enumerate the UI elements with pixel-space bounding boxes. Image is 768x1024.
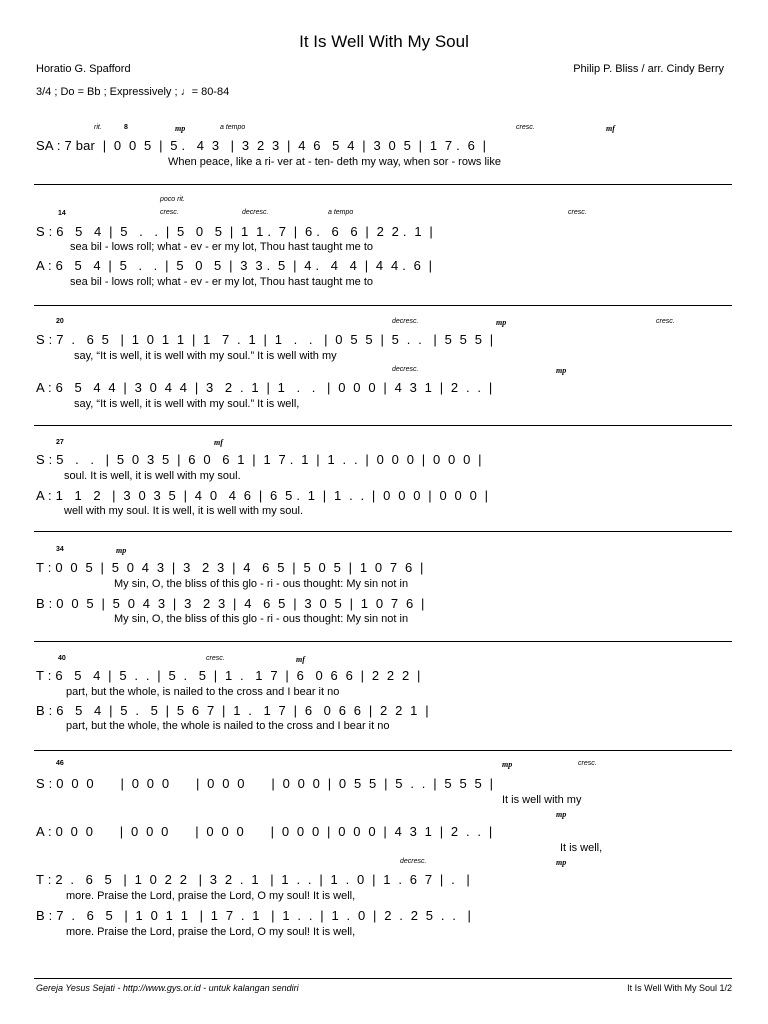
- divider: [34, 184, 732, 185]
- footer-page: It Is Well With My Soul 1/2: [627, 983, 732, 993]
- marking-decresc: decresc.: [400, 858, 427, 865]
- song-title: It Is Well With My Soul: [299, 32, 469, 51]
- divider: [34, 641, 732, 642]
- divider: [34, 531, 732, 532]
- lyrics-line: say, “It is well, it is well with my soul.” It is well with my: [74, 350, 337, 362]
- lyrics-line: It is well with my: [502, 794, 582, 806]
- notes-line: A : 1 1 2 | 3 0 3 5 | 4 0 4 6 | 6 5 . 1 | 1 . . | 0 0 0 | 0 0 0 |: [36, 488, 489, 503]
- lyrics-line: sea bil - lows roll; what - ev - er my lot, Thou hast taught me to: [70, 241, 374, 253]
- measure-number: 14: [58, 210, 66, 217]
- marking-decresc: decresc.: [392, 318, 419, 325]
- notes-line: S : 5 . . | 5 0 3 5 | 6 0 6 1 | 1 7 . 1 | 1 . . | 0 0 0 | 0 0 0 |: [36, 452, 482, 467]
- footer-source: Gereja Yesus Sejati - http://www.gys.or.id - untuk kalangan sendiri: [36, 983, 299, 993]
- marking-cresc: cresc.: [568, 209, 587, 216]
- marking-dynamic: mp: [556, 858, 567, 867]
- lyrics-line: part, but the whole, the whole is nailed to the cross and I bear it no: [66, 720, 390, 732]
- marking-dynamic: mf: [296, 655, 305, 664]
- marking-dynamic: mp: [556, 366, 567, 375]
- lyrics-line: more. Praise the Lord, praise the Lord, O my soul! It is well,: [66, 890, 356, 902]
- lyrics-line: part, but the whole, is nailed to the cross and I bear it no: [66, 686, 340, 698]
- marking-dynamic: mp: [175, 124, 186, 133]
- marking-a-tempo: a tempo: [328, 209, 354, 216]
- lyrics-line: It is well,: [560, 842, 603, 854]
- divider: [34, 750, 732, 751]
- lyrics-line: well with my soul. It is well, it is well with my soul.: [64, 505, 303, 517]
- measure-number: 40: [58, 655, 66, 662]
- marking-a-tempo: a tempo: [220, 124, 246, 131]
- notes-line: B : 0 0 5 | 5 0 4 3 | 3 2 3 | 4 6 5 | 3 0 5 | 1 0 7 6 |: [36, 596, 425, 611]
- marking-cresc: cresc.: [656, 318, 675, 325]
- notes-line: B : 6 5 4 | 5 . 5 | 5 6 7 | 1 . 1 7 | 6 0 6 6 | 2 2 1 |: [36, 703, 429, 718]
- lyrics-line: When peace, like a ri- ver at - ten- deth my way, when sor - rows like: [168, 156, 501, 168]
- marking-decresc: decresc.: [242, 209, 269, 216]
- marking-dynamic: mp: [556, 810, 567, 819]
- notes-line: T : 0 0 5 | 5 0 4 3 | 3 2 3 | 4 6 5 | 5 0 5 | 1 0 7 6 |: [36, 560, 424, 575]
- measure-number: 34: [56, 546, 64, 553]
- lyricist: Horatio G. Spafford: [36, 63, 131, 75]
- marking-measure: 8: [124, 124, 128, 131]
- notes-line: B : 7 . 6 5 | 1 0 1 1 | 1 7 . 1 | 1 . . | 1 . 0 | 2 . 2 5 . . |: [36, 908, 472, 923]
- marking-decresc: decresc.: [392, 366, 419, 373]
- notes-line: T : 2 . 6 5 | 1 0 2 2 | 3 2 . 1 | 1 . . | 1 . 0 | 1 . 6 7 | . |: [36, 872, 470, 887]
- composer: Philip P. Bliss / arr. Cindy Berry: [573, 63, 724, 75]
- marking-dynamic: mf: [214, 438, 223, 447]
- divider: [34, 305, 732, 306]
- marking-dynamic: mp: [496, 318, 507, 327]
- marking-cresc: cresc.: [206, 655, 225, 662]
- marking-poco-rit: poco rit.: [160, 196, 185, 203]
- marking-cresc: cresc.: [578, 760, 597, 767]
- measure-number: 46: [56, 760, 64, 767]
- lyrics-line: soul. It is well, it is well with my soul.: [64, 470, 241, 482]
- marking-dynamic: mp: [116, 546, 127, 555]
- notes-line: S : 0 0 0 | 0 0 0 | 0 0 0 | 0 0 0 | 0 5 5 | 5 . . | 5 5 5 |: [36, 776, 494, 791]
- marking-dynamic: mp: [502, 760, 513, 769]
- notes-line: S : 6 5 4 | 5 . . | 5 0 5 | 1 1 . 7 | 6 . 6 6 | 2 2 . 1 |: [36, 224, 433, 239]
- notes-line: A : 6 5 4 | 5 . . | 5 0 5 | 3 3 . 5 | 4 . 4 4 | 4 4 . 6 |: [36, 258, 433, 273]
- notes-line: A : 0 0 0 | 0 0 0 | 0 0 0 | 0 0 0 | 0 0 0 | 4 3 1 | 2 . . |: [36, 824, 493, 839]
- marking-cresc: cresc.: [160, 209, 179, 216]
- measure-number: 20: [56, 318, 64, 325]
- lyrics-line: say, “It is well, it is well with my soul.” It is well,: [74, 398, 300, 410]
- notes-line: A : 6 5 4 4 | 3 0 4 4 | 3 2 . 1 | 1 . . | 0 0 0 | 4 3 1 | 2 . . |: [36, 380, 493, 395]
- lyrics-line: My sin, O, the bliss of this glo - ri - ous thought: My sin not in: [114, 578, 409, 590]
- marking-rit: rit.: [94, 124, 102, 131]
- measure-number: 27: [56, 439, 64, 446]
- lyrics-line: sea bil - lows roll; what - ev - er my lot, Thou hast taught me to: [70, 276, 374, 288]
- lyrics-line: more. Praise the Lord, praise the Lord, O my soul! It is well,: [66, 926, 356, 938]
- notes-line: T : 6 5 4 | 5 . . | 5 . 5 | 1 . 1 7 | 6 0 6 6 | 2 2 2 |: [36, 668, 421, 683]
- tempo-key-info: 3/4 ; Do = Bb ; Expressively ; ♩= 80-84: [36, 86, 230, 98]
- marking-cresc: cresc.: [516, 124, 535, 131]
- divider: [34, 425, 732, 426]
- marking-dynamic: mf: [606, 124, 615, 133]
- lyrics-line: My sin, O, the bliss of this glo - ri - ous thought: My sin not in: [114, 613, 409, 625]
- notes-line: SA : 7 bar | 0 0 5 | 5 . 4 3 | 3 2 3 | 4 6 5 4 | 3 0 5 | 1 7 . 6 |: [36, 138, 487, 153]
- footer-divider: [34, 978, 732, 979]
- notes-line: S : 7 . 6 5 | 1 0 1 1 | 1 7 . 1 | 1 . . | 0 5 5 | 5 . . | 5 5 5 |: [36, 332, 494, 347]
